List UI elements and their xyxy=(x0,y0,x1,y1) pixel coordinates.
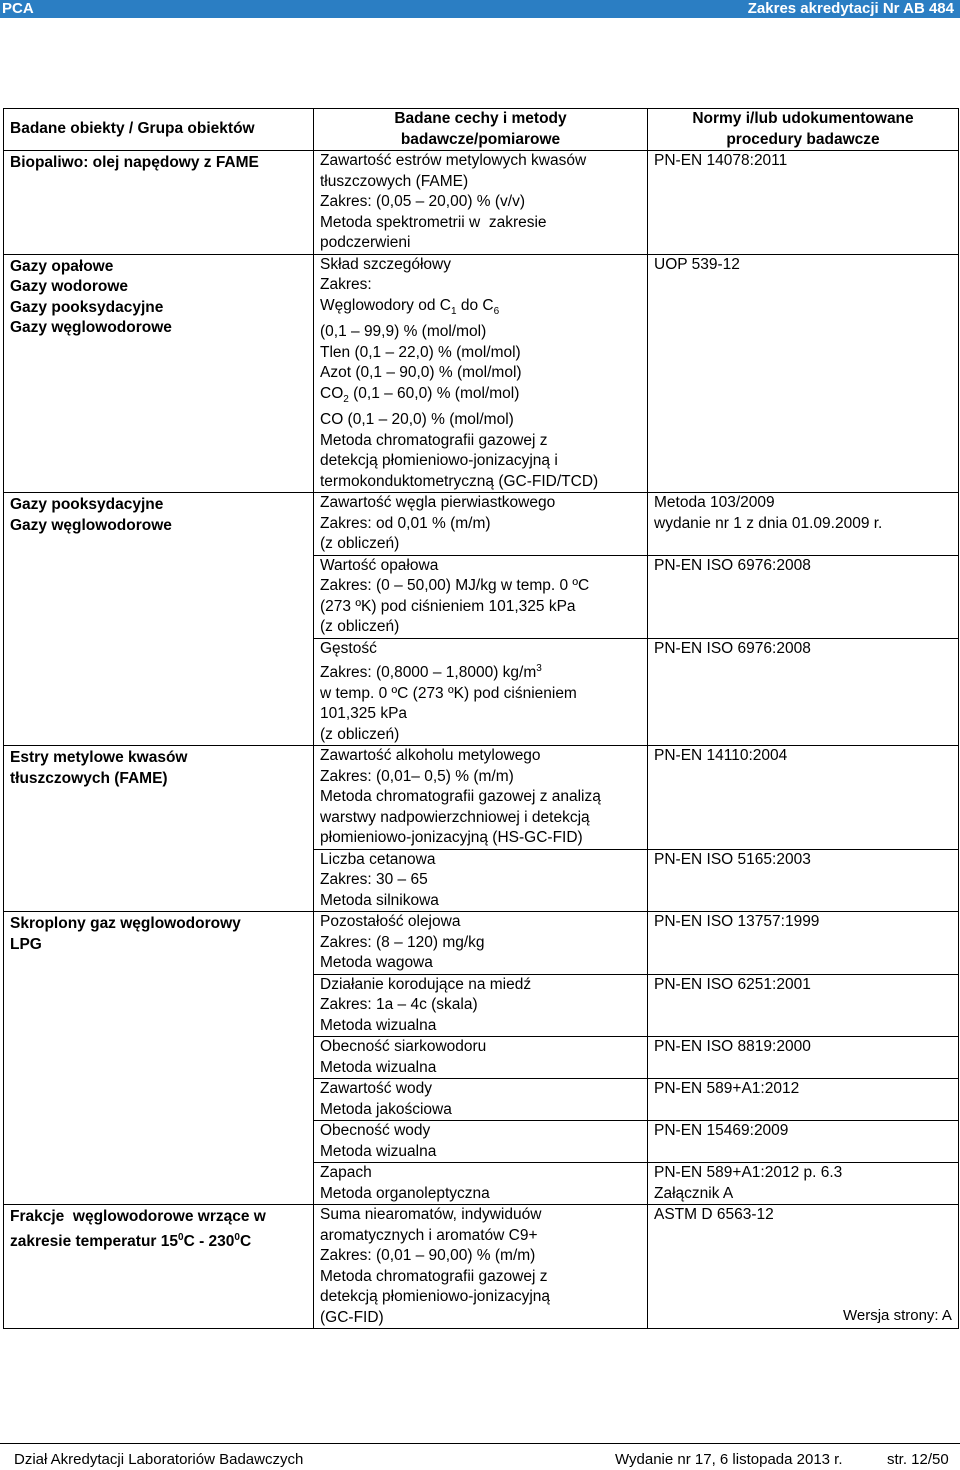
method-line: Liczba cetanowa xyxy=(320,850,436,868)
method-line: Metoda wizualna xyxy=(320,1016,437,1034)
method-cell xyxy=(314,254,648,493)
column-header-norms: Normy i/lub udokumentowane procedury badawcze xyxy=(648,109,959,151)
method-line: tłuszczowych (FAME) xyxy=(320,172,469,190)
object-name: tłuszczowych (FAME) xyxy=(10,769,168,787)
method-line: Azot (0,1 – 90,0) % (mol/mol) xyxy=(320,364,522,382)
table-row xyxy=(4,254,959,493)
norm-cell xyxy=(648,638,959,746)
table-row xyxy=(4,493,959,556)
table-row xyxy=(4,151,959,255)
footer-divider xyxy=(0,1443,960,1444)
method-line: Metoda chromatografii gazowej z xyxy=(320,1267,548,1285)
norm-cell xyxy=(648,974,959,1037)
norm-line: PN-EN 589+A1:2012 xyxy=(654,1080,800,1098)
norm-cell xyxy=(648,912,959,975)
method-line: Zawartość wody xyxy=(320,1080,432,1098)
method-line: w temp. 0 ºC (273 ºK) pod ciśnieniem xyxy=(320,684,577,702)
method-line: Zakres: (0,01 – 90,00) % (m/m) xyxy=(320,1247,536,1265)
object-group-cell xyxy=(4,912,314,1205)
method-line: Zakres: 1a – 4c (skala) xyxy=(320,996,478,1014)
norm-line: wydanie nr 1 z dnia 01.09.2009 r. xyxy=(654,514,883,532)
method-line: Obecność wody xyxy=(320,1122,431,1140)
norm-cell xyxy=(648,1121,959,1163)
object-group-cell xyxy=(4,254,314,493)
method-line: termokonduktometryczną (GC-FID/TCD) xyxy=(320,472,599,490)
method-line: Metoda jakościowa xyxy=(320,1100,452,1118)
method-line: Węglowodory od $C_1$ do $C_6$ xyxy=(320,296,500,317)
method-line: Zakres: (0,01– 0,5) % (m/m) xyxy=(320,767,514,785)
method-line: Zakres: (0,8000 – 1,8000) $kg/m^3$ xyxy=(320,663,542,682)
footer-left: Dział Akredytacji Laboratoriów Badawczych xyxy=(14,1451,304,1468)
method-cell xyxy=(314,638,648,746)
norm-line: PN-EN ISO 6251:2001 xyxy=(654,975,811,993)
norm-line: PN-EN ISO 13757:1999 xyxy=(654,913,820,931)
norm-line: Załącznik A xyxy=(654,1184,734,1202)
object-group-cell xyxy=(4,151,314,255)
object-name: Skroplony gaz węglowodorowy xyxy=(10,915,241,933)
method-cell xyxy=(314,974,648,1037)
object-name: zakresie temperatur $15^0C - 230^0C$ xyxy=(10,1231,252,1250)
object-name: Gazy węglowodorowe xyxy=(10,319,172,336)
column-header-objects: Badane obiekty / Grupa obiektów xyxy=(4,109,314,151)
method-line: Metoda wizualna xyxy=(320,1142,437,1160)
norm-cell xyxy=(648,1079,959,1121)
method-line: 101,325 kPa xyxy=(320,705,408,723)
column-header-methods: Badane cechy i metody badawcze/pomiarowe xyxy=(314,109,648,151)
norm-cell xyxy=(648,555,959,638)
norm-line: UOP 539-12 xyxy=(654,255,740,273)
page-header-bar xyxy=(0,0,960,18)
norm-line: PN-EN ISO 6976:2008 xyxy=(654,639,811,657)
norm-cell xyxy=(648,254,959,493)
method-line: Wartość opałowa xyxy=(320,556,439,574)
method-line: Metoda spektrometrii w zakresie xyxy=(320,213,547,231)
object-name: Frakcje węglowodorowe wrzące w xyxy=(10,1208,266,1226)
method-line: Zakres: od 0,01 % (m/m) xyxy=(320,514,491,532)
object-group-cell xyxy=(4,1205,314,1329)
method-line: Zakres: (8 – 120) mg/kg xyxy=(320,933,485,951)
method-line: Zakres: (0,05 – 20,00) % (v/v) xyxy=(320,193,526,210)
object-name: Gazy pooksydacyjne xyxy=(10,298,164,316)
method-line: (z obliczeń) xyxy=(320,618,400,636)
norm-line: PN-EN ISO 6976:2008 xyxy=(654,556,811,574)
norm-line: PN-EN ISO 8819:2000 xyxy=(654,1038,811,1056)
method-cell xyxy=(314,746,648,850)
method-line: (GC-FID) xyxy=(320,1308,384,1326)
method-line: Zakres: xyxy=(320,276,372,293)
method-line: Zapach xyxy=(320,1164,372,1182)
norm-cell xyxy=(648,493,959,556)
method-line: Obecność siarkowodoru xyxy=(320,1038,487,1056)
method-cell xyxy=(314,849,648,912)
footer-page-number: str. 12/50 xyxy=(887,1451,949,1468)
object-name: LPG xyxy=(10,935,42,953)
method-line: (z obliczeń) xyxy=(320,725,400,743)
method-line: Suma niearomatów, indywiduów xyxy=(320,1206,542,1224)
norm-line: PN-EN 589+A1:2012 p. 6.3 xyxy=(654,1164,843,1182)
object-name: Gazy wodorowe xyxy=(10,278,128,295)
method-line: Metoda chromatografii gazowej z xyxy=(320,431,548,449)
method-line: Metoda chromatografii gazowej z analizą xyxy=(320,788,601,806)
method-cell xyxy=(314,1205,648,1329)
accreditation-table xyxy=(3,108,959,1329)
method-line: Zawartość estrów metylowych kwasów xyxy=(320,152,587,169)
method-cell xyxy=(314,493,648,556)
object-name: Gazy pooksydacyjne xyxy=(10,496,164,514)
table-row xyxy=(4,1205,959,1329)
method-line: Zawartość węgla pierwiastkowego xyxy=(320,494,556,512)
method-line: Tlen (0,1 – 22,0) % (mol/mol) xyxy=(320,343,521,361)
method-line: Metoda wizualna xyxy=(320,1058,437,1076)
object-name: Gazy węglowodorowe xyxy=(10,516,172,534)
method-line: Pozostałość olejowa xyxy=(320,913,461,931)
method-line: (273 ºK) pod ciśnieniem 101,325 kPa xyxy=(320,597,576,615)
method-cell xyxy=(314,912,648,975)
method-line: aromatycznych i aromatów C9+ xyxy=(320,1226,538,1244)
method-cell xyxy=(314,1037,648,1079)
object-name: Biopaliwo: olej napędowy z FAME xyxy=(10,154,259,171)
norm-cell xyxy=(648,849,959,912)
method-line: Metoda organoleptyczna xyxy=(320,1184,490,1202)
norm-line: Metoda 103/2009 xyxy=(654,494,775,512)
method-line: detekcją płomieniowo-jonizacyjną xyxy=(320,1288,551,1306)
footer-middle: Wydanie nr 17, 6 listopada 2013 r. xyxy=(615,1451,843,1468)
method-line: Metoda wagowa xyxy=(320,954,433,972)
norm-cell xyxy=(648,746,959,850)
method-cell xyxy=(314,1121,648,1163)
method-line: $CO_2$ (0,1 – 60,0) % (mol/mol) xyxy=(320,384,520,405)
method-line: detekcją płomieniowo-jonizacyjną i xyxy=(320,452,558,470)
method-line: warstwy nadpowierzchniowej i detekcją xyxy=(320,808,590,826)
method-line: płomieniowo-jonizacyjną (HS-GC-FID) xyxy=(320,829,583,847)
method-cell xyxy=(314,555,648,638)
method-line: podczerwieni xyxy=(320,234,411,251)
method-line: Skład szczegółowy xyxy=(320,255,451,273)
header-left: PCA xyxy=(2,0,34,17)
table-body xyxy=(4,151,959,1329)
object-name: Estry metylowe kwasów xyxy=(10,749,188,767)
method-line: (z obliczeń) xyxy=(320,535,400,553)
method-line: Zakres: 30 – 65 xyxy=(320,871,428,889)
page-version: Wersja strony: A xyxy=(843,1307,952,1324)
norm-cell xyxy=(648,1037,959,1079)
header-right: Zakres akredytacji Nr AB 484 xyxy=(747,0,954,17)
table-row xyxy=(4,912,959,975)
method-line: Działanie korodujące na miedź xyxy=(320,975,532,993)
method-line: CO (0,1 – 20,0) % (mol/mol) xyxy=(320,411,514,429)
object-name: Gazy opałowe xyxy=(10,257,114,275)
table-row xyxy=(4,746,959,850)
norm-line: PN-EN ISO 5165:2003 xyxy=(654,850,811,868)
method-line: Zawartość alkoholu metylowego xyxy=(320,747,541,765)
norm-cell xyxy=(648,151,959,255)
norm-line: PN-EN 14110:2004 xyxy=(654,747,788,765)
norm-line: ASTM D 6563-12 xyxy=(654,1206,774,1224)
method-line: Metoda silnikowa xyxy=(320,891,439,909)
method-cell xyxy=(314,151,648,255)
method-line: Gęstość xyxy=(320,639,377,657)
method-cell xyxy=(314,1079,648,1121)
object-group-cell xyxy=(4,493,314,746)
method-line: (0,1 – 99,9) % (mol/mol) xyxy=(320,323,487,341)
norm-line: PN-EN 15469:2009 xyxy=(654,1122,789,1140)
norm-cell xyxy=(648,1163,959,1205)
object-group-cell xyxy=(4,746,314,912)
norm-line: PN-EN 14078:2011 xyxy=(654,152,788,169)
table-header-row xyxy=(4,109,959,151)
method-cell xyxy=(314,1163,648,1205)
method-line: Zakres: (0 – 50,00) MJ/kg w temp. 0 ºC xyxy=(320,577,590,595)
